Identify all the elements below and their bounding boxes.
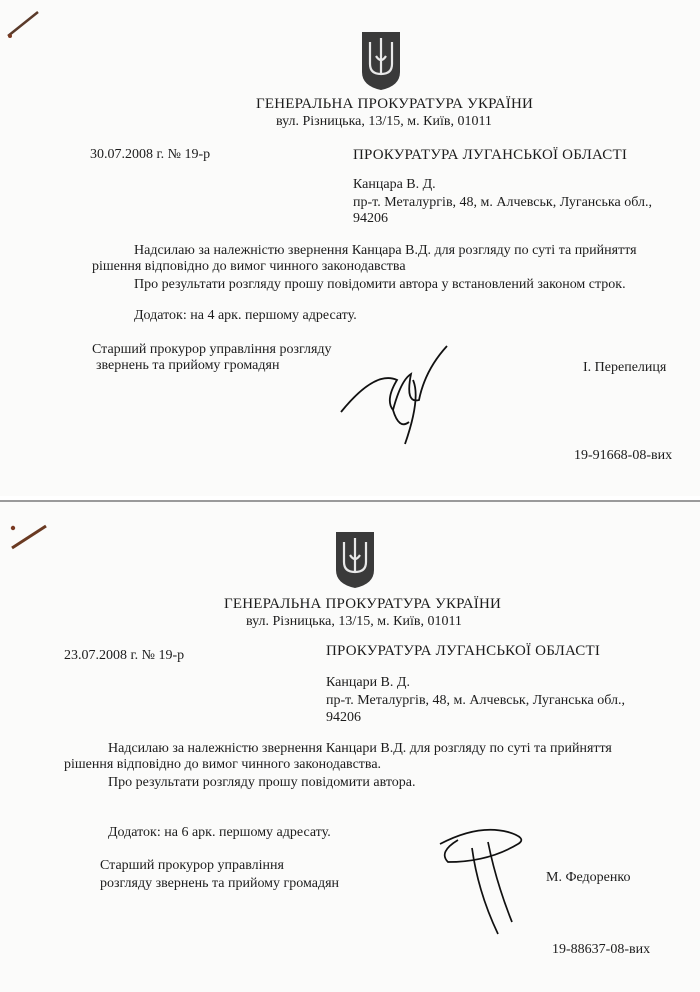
body-line-1: Надсилаю за належністю звернення Канцари В.Д. для розгляду по суті та прийняття [108,741,612,756]
org-name: ГЕНЕРАЛЬНА ПРОКУРАТУРА УКРАЇНИ [256,96,534,112]
org-name: ГЕНЕРАЛЬНА ПРОКУРАТУРА УКРАЇНИ [224,596,502,612]
body-line-2: рішення відповідно до вимог чинного законодавства [92,259,406,274]
person-address-line2: 94206 [353,211,388,226]
outgoing-number: 19-91668-08-вих [574,448,673,463]
trident-emblem-icon [360,30,402,92]
signatory-name: І. Перепелиця [583,360,667,375]
date-number: 23.07.2008 г. № 19-р [64,648,185,663]
attachment: Додаток: на 4 арк. першому адресату. [134,308,357,323]
attachment: Додаток: на 6 арк. першому адресату. [108,825,331,840]
outgoing-number: 19-88637-08-вих [552,942,651,957]
punch-mark-icon [4,6,44,40]
handwritten-signature [428,822,538,942]
letter-2 [0,500,700,992]
body-line-2: рішення відповідно до вимог чинного законодавства. [64,757,382,772]
person-name: Канцара В. Д. [353,177,436,192]
body-line-3: Про результати розгляду прошу повідомити автора у встановлений законом строк. [134,277,626,292]
handwritten-signature [335,340,460,452]
signatory-title-line2: звернень та прийому громадян [96,358,280,373]
recipient-org: ПРОКУРАТУРА ЛУГАНСЬКОЇ ОБЛАСТІ [353,147,628,163]
person-address-line2: 94206 [326,710,361,725]
person-address-line1: пр-т. Металургів, 48, м. Алчевськ, Луганська обл., [326,693,625,708]
signatory-name: М. Федоренко [546,870,631,885]
signatory-title-line2: розгляду звернень та прийому громадян [100,876,340,891]
body-line-1: Надсилаю за належністю звернення Канцара В.Д. для розгляду по суті та прийняття [134,243,637,258]
trident-emblem-icon [334,530,376,590]
person-address-line1: пр-т. Металургів, 48, м. Алчевськ, Луганська обл., [353,195,652,210]
punch-mark-icon [8,520,52,554]
body-line-3: Про результати розгляду прошу повідомити автора. [108,775,416,790]
org-address: вул. Різницька, 13/15, м. Київ, 01011 [276,114,492,129]
date-number: 30.07.2008 г. № 19-р [90,147,211,162]
person-name: Канцари В. Д. [326,675,410,690]
recipient-org: ПРОКУРАТУРА ЛУГАНСЬКОЇ ОБЛАСТІ [326,643,601,659]
signatory-title-line1: Старший прокурор управління розгляду [92,342,332,357]
org-address: вул. Різницька, 13/15, м. Київ, 01011 [246,614,462,629]
signatory-title-line1: Старший прокурор управління [100,858,284,873]
